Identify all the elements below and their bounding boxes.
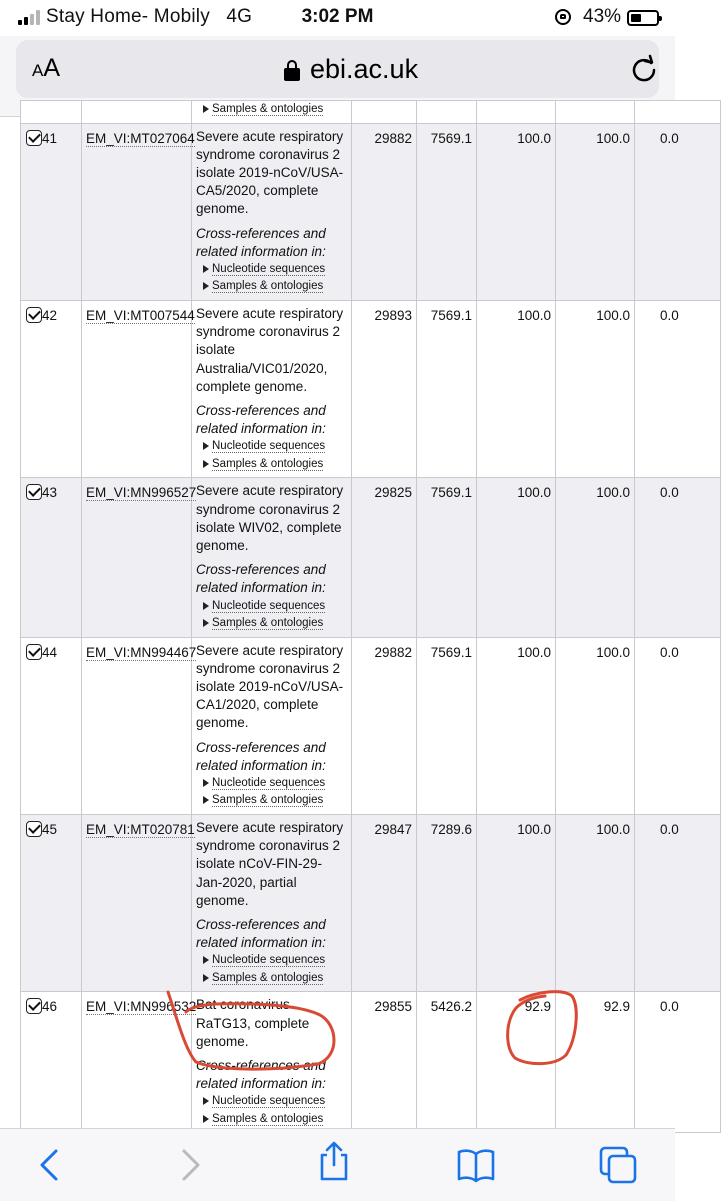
description-text: Bat coronavirus RaTG13, complete genome. bbox=[196, 997, 310, 1049]
row-checkbox[interactable] bbox=[26, 130, 42, 146]
description-cell bbox=[192, 300, 352, 477]
accession-cell bbox=[82, 300, 195, 477]
expand-triangle-icon bbox=[203, 796, 209, 804]
description-cell bbox=[192, 478, 352, 637]
battery-icon bbox=[627, 10, 659, 26]
description-cell bbox=[192, 992, 352, 1133]
row-number: 42 bbox=[42, 307, 58, 323]
description-text: Severe acute respiratory syndrome coronavirus 2 isolate nCoV-FIN-29-Jan-2020, partial genome. bbox=[196, 819, 344, 908]
accession-cell bbox=[82, 123, 195, 300]
share-icon[interactable] bbox=[314, 1141, 354, 1181]
expand-triangle-icon bbox=[203, 265, 209, 273]
battery-percent: 43% bbox=[583, 6, 622, 27]
accession-link[interactable]: EM_VI:MN994467 bbox=[86, 644, 197, 660]
text-size-button[interactable]: AA bbox=[32, 54, 61, 82]
row-number: 41 bbox=[42, 130, 58, 146]
accession-cell bbox=[82, 478, 197, 637]
table-row bbox=[21, 637, 721, 814]
row-select-cell bbox=[21, 123, 82, 300]
address-bar[interactable] bbox=[16, 40, 659, 98]
status-time: 3:02 PM bbox=[301, 6, 374, 27]
expand-triangle-icon bbox=[203, 442, 209, 450]
expand-triangle-icon bbox=[203, 779, 209, 787]
table-row bbox=[21, 478, 721, 637]
accession-cell bbox=[82, 992, 197, 1133]
row-select-cell bbox=[21, 814, 82, 991]
back-arrow-icon[interactable] bbox=[30, 1145, 70, 1185]
table-row-partial bbox=[21, 101, 721, 124]
description-text: Severe acute respiratory syndrome coronavirus 2 isolate WIV02, complete genome. bbox=[196, 483, 344, 553]
nucleotide-sequences-link[interactable]: Nucleotide sequences bbox=[203, 598, 345, 616]
positives-cell: 100.0 bbox=[556, 300, 635, 477]
expand-triangle-icon bbox=[203, 602, 209, 610]
orientation-lock-icon bbox=[555, 9, 571, 25]
identity-cell: 100.0 bbox=[477, 300, 556, 477]
description-cell bbox=[192, 814, 352, 991]
positives-cell: 100.0 bbox=[556, 123, 635, 300]
evalue-cell: 0.0 bbox=[635, 637, 721, 814]
identity-cell: 92.9 bbox=[477, 992, 556, 1133]
description-text: Severe acute respiratory syndrome coronavirus 2 isolate 2019-nCoV/USA-CA5/2020, complete genome. bbox=[196, 128, 344, 217]
table-row bbox=[21, 814, 721, 991]
nucleotide-sequences-link[interactable]: Nucleotide sequences bbox=[203, 952, 345, 970]
description-text: Severe acute respiratory syndrome coronavirus 2 isolate Australia/VIC01/2020, complete genome. bbox=[196, 305, 344, 394]
row-select-cell bbox=[21, 300, 82, 477]
carrier-name: Stay Home- Mobily bbox=[46, 6, 210, 27]
samples-ontologies-link[interactable]: Samples & ontologies bbox=[203, 615, 345, 633]
positives-cell: 100.0 bbox=[556, 478, 635, 637]
accession-link[interactable]: EM_VI:MN996532 bbox=[86, 999, 197, 1015]
row-checkbox[interactable] bbox=[26, 998, 42, 1014]
xref-heading: Cross-references and related information in: bbox=[196, 1058, 326, 1092]
expand-triangle-icon bbox=[203, 460, 209, 468]
row-checkbox[interactable] bbox=[26, 644, 42, 660]
expand-triangle-icon bbox=[203, 282, 209, 290]
nucleotide-sequences-link[interactable]: Nucleotide sequences bbox=[203, 261, 345, 279]
row-select-cell bbox=[21, 478, 82, 637]
results-table bbox=[20, 100, 721, 1133]
xref-heading: Cross-references and related information in: bbox=[196, 225, 326, 259]
accession-cell bbox=[82, 814, 195, 991]
description-cell bbox=[192, 123, 352, 300]
row-number: 46 bbox=[42, 999, 58, 1015]
accession-cell bbox=[82, 637, 197, 814]
row-select-cell bbox=[21, 992, 82, 1133]
evalue-cell: 0.0 bbox=[635, 478, 721, 637]
length-cell: 29882 bbox=[352, 637, 417, 814]
samples-ontologies-link[interactable]: Samples & ontologies bbox=[203, 278, 345, 296]
forward-arrow-icon[interactable] bbox=[170, 1145, 210, 1185]
samples-ontologies-link[interactable]: Samples & ontologies bbox=[203, 970, 345, 988]
tabs-icon[interactable] bbox=[598, 1145, 638, 1185]
evalue-cell: 0.0 bbox=[635, 123, 721, 300]
length-cell: 29847 bbox=[352, 814, 417, 991]
evalue-cell: 0.0 bbox=[635, 814, 721, 991]
reload-icon[interactable] bbox=[630, 55, 658, 83]
accession-link[interactable]: EM_VI:MN996527 bbox=[86, 485, 197, 501]
accession-link[interactable]: EM_VI:MT007544 bbox=[86, 307, 195, 323]
network-type: 4G bbox=[226, 6, 253, 27]
xref-heading: Cross-references and related information in: bbox=[196, 739, 326, 773]
score-cell: 7289.6 bbox=[417, 814, 477, 991]
accession-link[interactable]: EM_VI:MT027064 bbox=[86, 130, 195, 146]
expand-triangle-icon bbox=[203, 1115, 209, 1123]
length-cell: 29882 bbox=[352, 123, 417, 300]
evalue-cell: 0.0 bbox=[635, 992, 721, 1133]
identity-cell: 100.0 bbox=[477, 637, 556, 814]
positives-cell: 92.9 bbox=[556, 992, 635, 1133]
expand-triangle-icon bbox=[203, 619, 209, 627]
xref-heading: Cross-references and related information in: bbox=[196, 402, 326, 437]
expand-triangle-icon bbox=[203, 974, 209, 982]
row-checkbox[interactable] bbox=[26, 307, 42, 323]
nucleotide-sequences-link[interactable]: Nucleotide sequences bbox=[203, 775, 345, 793]
positives-cell: 100.0 bbox=[556, 637, 635, 814]
identity-cell: 100.0 bbox=[477, 478, 556, 637]
nucleotide-sequences-link[interactable]: Nucleotide sequences bbox=[203, 1093, 345, 1111]
xref-heading: Cross-references and related information in: bbox=[196, 917, 326, 951]
row-number: 43 bbox=[42, 485, 58, 501]
samples-ontologies-link[interactable]: Samples & ontologies bbox=[203, 1111, 345, 1129]
evalue-cell: 0.0 bbox=[635, 300, 721, 477]
results-viewport[interactable] bbox=[0, 103, 679, 1128]
bookmarks-icon[interactable] bbox=[456, 1145, 496, 1185]
row-checkbox[interactable] bbox=[26, 484, 42, 500]
length-cell: 29855 bbox=[352, 992, 417, 1133]
status-bar bbox=[0, 0, 675, 36]
samples-ontologies-link[interactable]: Samples & ontologies bbox=[203, 101, 345, 119]
score-cell: 7569.1 bbox=[417, 300, 477, 477]
identity-cell: 100.0 bbox=[477, 814, 556, 991]
description-text: Severe acute respiratory syndrome coronavirus 2 isolate 2019-nCoV/USA-CA1/2020, complete genome. bbox=[196, 642, 344, 731]
browser-toolbar bbox=[0, 1128, 675, 1201]
url-domain[interactable]: ebi.ac.uk bbox=[310, 54, 419, 84]
row-number: 45 bbox=[42, 821, 58, 837]
expand-triangle-icon bbox=[203, 956, 209, 964]
samples-ontologies-link[interactable]: Samples & ontologies bbox=[203, 792, 345, 810]
score-cell: 7569.1 bbox=[417, 637, 477, 814]
table-row bbox=[21, 992, 721, 1133]
expand-triangle-icon bbox=[203, 1097, 209, 1105]
table-row bbox=[21, 300, 721, 477]
xref-heading: Cross-references and related information in: bbox=[196, 562, 326, 596]
samples-ontologies-link[interactable]: Samples & ontologies bbox=[203, 456, 345, 474]
positives-cell: 100.0 bbox=[556, 814, 635, 991]
row-select-cell bbox=[21, 637, 82, 814]
description-cell bbox=[192, 637, 352, 814]
length-cell: 29893 bbox=[352, 300, 417, 477]
score-cell: 7569.1 bbox=[417, 478, 477, 637]
lock-icon bbox=[284, 60, 300, 82]
row-checkbox[interactable] bbox=[26, 821, 42, 837]
score-cell: 5426.2 bbox=[417, 992, 477, 1133]
nucleotide-sequences-link[interactable]: Nucleotide sequences bbox=[203, 438, 345, 456]
row-number: 44 bbox=[42, 644, 58, 660]
identity-cell: 100.0 bbox=[477, 123, 556, 300]
length-cell: 29825 bbox=[352, 478, 417, 637]
score-cell: 7569.1 bbox=[417, 123, 477, 300]
accession-link[interactable]: EM_VI:MT020781 bbox=[86, 821, 195, 837]
table-row bbox=[21, 123, 721, 300]
